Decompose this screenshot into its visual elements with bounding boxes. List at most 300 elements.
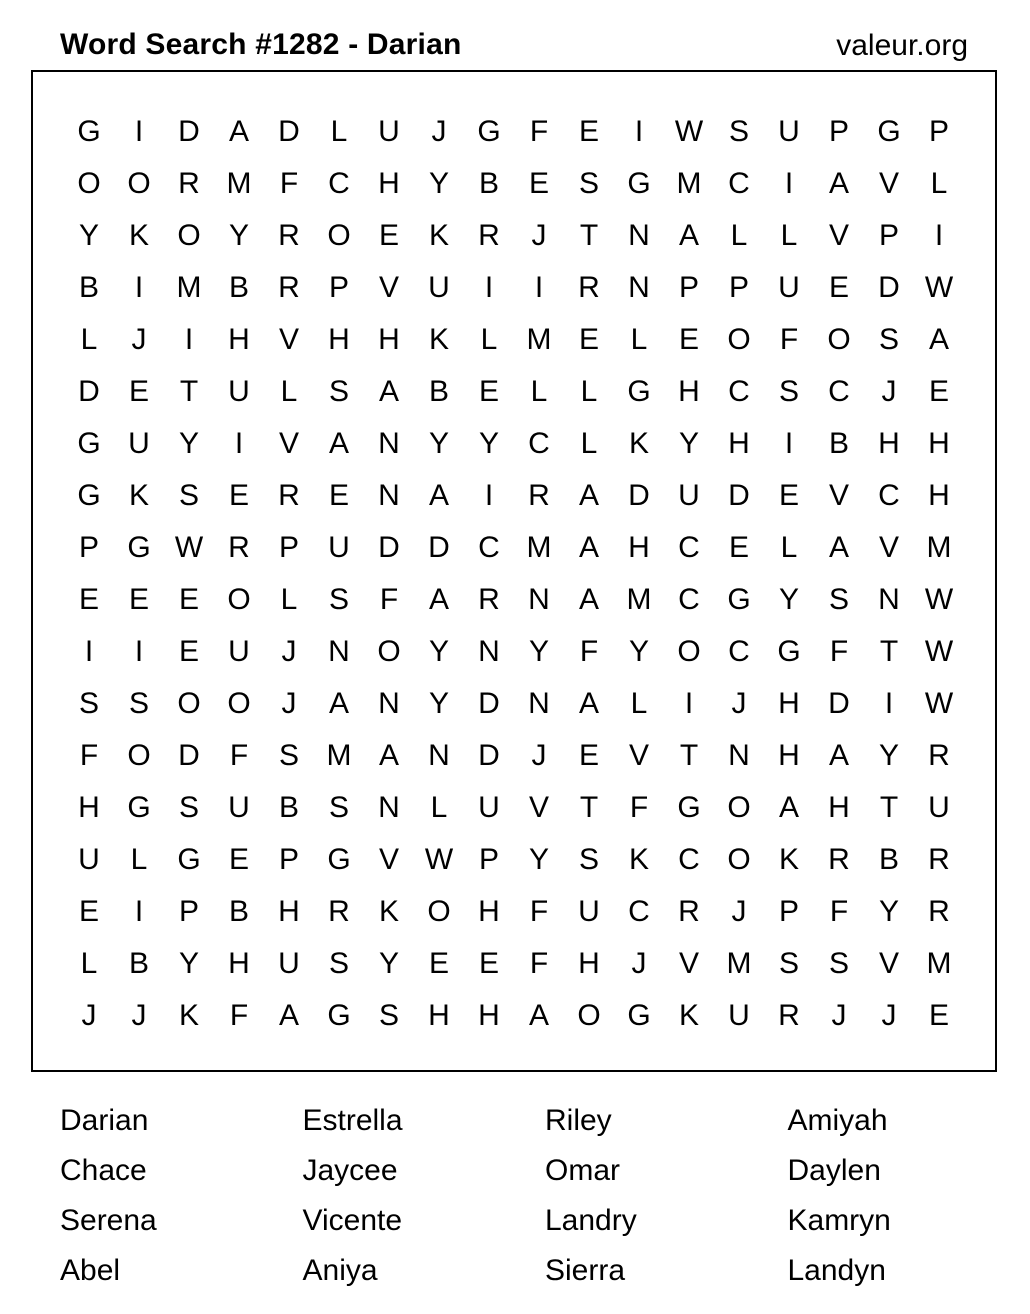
grid-cell[interactable]: I [534, 271, 544, 304]
grid-cell[interactable]: A [828, 531, 849, 564]
grid-cell[interactable]: M [526, 531, 552, 564]
grid-cell[interactable]: A [578, 687, 599, 720]
grid-cell[interactable]: K [128, 219, 149, 252]
grid-cell[interactable]: F [579, 635, 599, 668]
grid-cell[interactable]: I [934, 219, 944, 252]
grid-cell[interactable]: J [531, 219, 547, 252]
grid-cell[interactable]: O [177, 687, 201, 720]
grid-cell[interactable]: N [378, 427, 400, 460]
grid-cell[interactable]: V [678, 947, 699, 980]
grid-cell[interactable]: O [177, 219, 201, 252]
grid-cell[interactable]: C [478, 531, 500, 564]
grid-cell[interactable]: V [828, 219, 849, 252]
grid-cell[interactable]: H [828, 791, 850, 824]
grid-cell[interactable]: M [226, 167, 252, 200]
grid-cell[interactable]: E [678, 323, 699, 356]
grid-cell[interactable]: D [378, 531, 400, 564]
grid-cell[interactable]: Y [778, 583, 799, 616]
grid-cell[interactable]: A [428, 479, 449, 512]
grid-cell[interactable]: A [428, 583, 449, 616]
grid-cell[interactable]: R [578, 271, 600, 304]
grid-cell[interactable]: C [528, 427, 550, 460]
grid-cell[interactable]: W [674, 115, 704, 148]
grid-cell[interactable]: F [779, 323, 799, 356]
grid-cell[interactable]: C [728, 635, 750, 668]
grid-cell[interactable]: E [128, 583, 149, 616]
grid-cell[interactable]: J [631, 947, 647, 980]
grid-cell[interactable]: O [427, 895, 451, 928]
grid-cell[interactable]: O [577, 999, 601, 1032]
grid-cell[interactable]: S [578, 843, 599, 876]
grid-cell[interactable]: J [131, 323, 147, 356]
grid-cell[interactable]: R [178, 167, 200, 200]
grid-cell[interactable]: B [228, 895, 249, 928]
grid-cell[interactable]: I [234, 427, 244, 460]
grid-cell[interactable]: N [478, 635, 500, 668]
grid-cell[interactable]: A [578, 479, 599, 512]
grid-cell[interactable]: A [578, 583, 599, 616]
grid-cell[interactable]: S [578, 167, 599, 200]
grid-cell[interactable]: B [828, 427, 849, 460]
grid-cell[interactable]: H [278, 895, 300, 928]
grid-cell[interactable]: P [78, 531, 99, 564]
grid-cell[interactable]: Y [628, 635, 649, 668]
grid-cell[interactable]: G [477, 115, 501, 148]
grid-cell[interactable]: D [878, 271, 900, 304]
grid-cell[interactable]: O [227, 583, 251, 616]
grid-cell[interactable]: H [928, 427, 950, 460]
grid-cell[interactable]: S [178, 791, 199, 824]
grid-cell[interactable]: A [678, 219, 699, 252]
grid-cell[interactable]: H [378, 167, 400, 200]
grid-cell[interactable]: C [328, 167, 350, 200]
grid-cell[interactable]: K [628, 427, 649, 460]
grid-cell[interactable]: I [134, 271, 144, 304]
grid-cell[interactable]: P [828, 115, 849, 148]
grid-cell[interactable]: L [480, 323, 498, 356]
grid-cell[interactable]: E [228, 843, 249, 876]
grid-cell[interactable]: M [626, 583, 652, 616]
grid-cell[interactable]: N [428, 739, 450, 772]
grid-cell[interactable]: G [677, 791, 701, 824]
grid-cell[interactable]: G [127, 531, 151, 564]
grid-cell[interactable]: M [676, 167, 702, 200]
grid-cell[interactable]: E [78, 895, 99, 928]
grid-cell[interactable]: M [526, 323, 552, 356]
grid-cell[interactable]: V [278, 427, 299, 460]
grid-cell[interactable]: P [178, 895, 199, 928]
grid-cell[interactable]: V [878, 531, 899, 564]
grid-cell[interactable]: T [179, 375, 199, 408]
grid-cell[interactable]: R [328, 895, 350, 928]
grid-cell[interactable]: P [878, 219, 899, 252]
grid-cell[interactable]: G [877, 115, 901, 148]
grid-cell[interactable]: L [430, 791, 448, 824]
grid-cell[interactable]: U [378, 115, 400, 148]
grid-cell[interactable]: O [727, 791, 751, 824]
grid-cell[interactable]: Y [478, 427, 499, 460]
grid-cell[interactable]: B [78, 271, 99, 304]
grid-cell[interactable]: O [227, 687, 251, 720]
grid-cell[interactable]: H [228, 947, 250, 980]
grid-cell[interactable]: J [431, 115, 447, 148]
grid-cell[interactable]: F [529, 947, 549, 980]
grid-cell[interactable]: E [378, 219, 399, 252]
grid-cell[interactable]: C [678, 583, 700, 616]
grid-cell[interactable]: C [678, 531, 700, 564]
grid-cell[interactable]: D [178, 739, 200, 772]
grid-cell[interactable]: R [278, 219, 300, 252]
grid-cell[interactable]: H [778, 687, 800, 720]
grid-cell[interactable]: D [628, 479, 650, 512]
grid-cell[interactable]: T [579, 219, 599, 252]
grid-cell[interactable]: U [228, 375, 250, 408]
grid-cell[interactable]: L [280, 583, 298, 616]
grid-cell[interactable]: A [328, 687, 349, 720]
grid-cell[interactable]: N [378, 687, 400, 720]
grid-cell[interactable]: Y [678, 427, 699, 460]
grid-cell[interactable]: I [84, 635, 94, 668]
grid-cell[interactable]: L [80, 323, 98, 356]
grid-cell[interactable]: I [634, 115, 644, 148]
grid-cell[interactable]: Y [878, 895, 899, 928]
grid-cell[interactable]: C [628, 895, 650, 928]
grid-cell[interactable]: N [628, 271, 650, 304]
grid-cell[interactable]: U [78, 843, 100, 876]
grid-cell[interactable]: O [827, 323, 851, 356]
grid-cell[interactable]: P [928, 115, 949, 148]
grid-cell[interactable]: M [326, 739, 352, 772]
grid-cell[interactable]: I [134, 635, 144, 668]
grid-cell[interactable]: F [529, 115, 549, 148]
grid-cell[interactable]: I [884, 687, 894, 720]
grid-cell[interactable]: N [328, 635, 350, 668]
grid-cell[interactable]: P [478, 843, 499, 876]
grid-cell[interactable]: S [328, 375, 349, 408]
grid-cell[interactable]: G [327, 843, 351, 876]
grid-cell[interactable]: U [478, 791, 500, 824]
grid-cell[interactable]: E [778, 479, 799, 512]
grid-cell[interactable]: A [828, 739, 849, 772]
grid-cell[interactable]: H [428, 999, 450, 1032]
grid-cell[interactable]: G [777, 635, 801, 668]
grid-cell[interactable]: E [578, 115, 599, 148]
grid-cell[interactable]: I [134, 895, 144, 928]
grid-cell[interactable]: L [130, 843, 148, 876]
grid-cell[interactable]: P [728, 271, 749, 304]
grid-cell[interactable]: Y [428, 427, 449, 460]
grid-cell[interactable]: L [530, 375, 548, 408]
grid-cell[interactable]: V [878, 947, 899, 980]
grid-cell[interactable]: C [678, 843, 700, 876]
grid-cell[interactable]: I [684, 687, 694, 720]
grid-cell[interactable]: R [528, 479, 550, 512]
grid-cell[interactable]: K [378, 895, 399, 928]
grid-cell[interactable]: I [784, 167, 794, 200]
grid-cell[interactable]: I [184, 323, 194, 356]
grid-cell[interactable]: L [580, 375, 598, 408]
grid-cell[interactable]: W [424, 843, 454, 876]
grid-cell[interactable]: E [578, 323, 599, 356]
grid-cell[interactable]: U [728, 999, 750, 1032]
grid-cell[interactable]: D [278, 115, 300, 148]
grid-cell[interactable]: I [784, 427, 794, 460]
grid-cell[interactable]: O [727, 323, 751, 356]
grid-cell[interactable]: J [281, 635, 297, 668]
grid-cell[interactable]: W [924, 271, 954, 304]
grid-cell[interactable]: N [878, 583, 900, 616]
grid-cell[interactable]: F [829, 895, 849, 928]
grid-cell[interactable]: M [926, 947, 952, 980]
grid-cell[interactable]: N [528, 583, 550, 616]
grid-cell[interactable]: K [128, 479, 149, 512]
grid-cell[interactable]: H [728, 427, 750, 460]
grid-cell[interactable]: U [128, 427, 150, 460]
grid-cell[interactable]: G [177, 843, 201, 876]
grid-cell[interactable]: H [778, 739, 800, 772]
grid-cell[interactable]: O [327, 219, 351, 252]
grid-cell[interactable]: U [428, 271, 450, 304]
grid-cell[interactable]: H [878, 427, 900, 460]
grid-cell[interactable]: F [629, 791, 649, 824]
grid-cell[interactable]: E [428, 947, 449, 980]
grid-cell[interactable]: S [778, 947, 799, 980]
grid-cell[interactable]: L [580, 427, 598, 460]
grid-cell[interactable]: Y [528, 843, 549, 876]
grid-cell[interactable]: T [579, 791, 599, 824]
grid-cell[interactable]: S [278, 739, 299, 772]
grid-cell[interactable]: L [780, 219, 798, 252]
grid-cell[interactable]: R [828, 843, 850, 876]
grid-cell[interactable]: V [628, 739, 649, 772]
grid-cell[interactable]: U [278, 947, 300, 980]
grid-cell[interactable]: B [878, 843, 899, 876]
grid-cell[interactable]: J [731, 687, 747, 720]
grid-cell[interactable]: H [478, 999, 500, 1032]
grid-cell[interactable]: L [930, 167, 948, 200]
grid-cell[interactable]: K [428, 219, 449, 252]
grid-cell[interactable]: J [881, 999, 897, 1032]
grid-cell[interactable]: R [928, 895, 950, 928]
grid-cell[interactable]: J [81, 999, 97, 1032]
grid-cell[interactable]: G [77, 115, 101, 148]
grid-cell[interactable]: R [928, 739, 950, 772]
grid-cell[interactable]: E [328, 479, 349, 512]
grid-cell[interactable]: A [278, 999, 299, 1032]
grid-cell[interactable]: V [278, 323, 299, 356]
grid-cell[interactable]: S [778, 375, 799, 408]
grid-cell[interactable]: S [828, 947, 849, 980]
grid-cell[interactable]: U [578, 895, 600, 928]
grid-cell[interactable]: O [127, 167, 151, 200]
grid-cell[interactable]: H [578, 947, 600, 980]
grid-cell[interactable]: B [228, 271, 249, 304]
grid-cell[interactable]: K [678, 999, 699, 1032]
grid-cell[interactable]: P [278, 843, 299, 876]
grid-cell[interactable]: K [428, 323, 449, 356]
grid-cell[interactable]: M [176, 271, 202, 304]
grid-cell[interactable]: E [178, 635, 199, 668]
grid-cell[interactable]: S [178, 479, 199, 512]
grid-cell[interactable]: O [677, 635, 701, 668]
grid-cell[interactable]: H [378, 323, 400, 356]
grid-cell[interactable]: N [528, 687, 550, 720]
grid-cell[interactable]: L [80, 947, 98, 980]
grid-cell[interactable]: I [134, 115, 144, 148]
grid-cell[interactable]: F [79, 739, 99, 772]
grid-cell[interactable]: E [478, 375, 499, 408]
grid-cell[interactable]: G [727, 583, 751, 616]
grid-cell[interactable]: J [531, 739, 547, 772]
grid-cell[interactable]: Y [378, 947, 399, 980]
grid-cell[interactable]: O [727, 843, 751, 876]
grid-cell[interactable]: Y [228, 219, 249, 252]
grid-cell[interactable]: V [878, 167, 899, 200]
grid-cell[interactable]: L [280, 375, 298, 408]
grid-cell[interactable]: U [228, 635, 250, 668]
grid-cell[interactable]: R [778, 999, 800, 1032]
grid-cell[interactable]: F [829, 635, 849, 668]
grid-cell[interactable]: I [484, 271, 494, 304]
grid-cell[interactable]: V [378, 271, 399, 304]
grid-cell[interactable]: R [478, 219, 500, 252]
grid-cell[interactable]: R [278, 271, 300, 304]
grid-cell[interactable]: T [879, 635, 899, 668]
grid-cell[interactable]: S [728, 115, 749, 148]
grid-cell[interactable]: D [78, 375, 100, 408]
grid-cell[interactable]: Y [428, 167, 449, 200]
grid-cell[interactable]: G [627, 375, 651, 408]
grid-cell[interactable]: H [678, 375, 700, 408]
grid-cell[interactable]: M [926, 531, 952, 564]
grid-cell[interactable]: L [630, 323, 648, 356]
grid-cell[interactable]: S [878, 323, 899, 356]
grid-cell[interactable]: W [924, 635, 954, 668]
grid-cell[interactable]: A [378, 739, 399, 772]
grid-cell[interactable]: D [178, 115, 200, 148]
grid-cell[interactable]: G [77, 427, 101, 460]
grid-cell[interactable]: S [828, 583, 849, 616]
grid-cell[interactable]: Y [78, 219, 99, 252]
grid-cell[interactable]: F [279, 167, 299, 200]
grid-cell[interactable]: N [628, 219, 650, 252]
grid-cell[interactable]: S [328, 947, 349, 980]
grid-cell[interactable]: F [229, 739, 249, 772]
grid-cell[interactable]: F [229, 999, 249, 1032]
grid-cell[interactable]: R [928, 843, 950, 876]
grid-cell[interactable]: V [828, 479, 849, 512]
grid-cell[interactable]: C [728, 167, 750, 200]
grid-cell[interactable]: U [778, 271, 800, 304]
grid-cell[interactable]: E [228, 479, 249, 512]
grid-cell[interactable]: J [881, 375, 897, 408]
grid-cell[interactable]: M [726, 947, 752, 980]
grid-cell[interactable]: D [478, 687, 500, 720]
grid-cell[interactable]: E [78, 583, 99, 616]
grid-cell[interactable]: S [78, 687, 99, 720]
grid-cell[interactable]: B [428, 375, 449, 408]
grid-cell[interactable]: O [127, 739, 151, 772]
grid-cell[interactable]: G [627, 999, 651, 1032]
grid-cell[interactable]: E [928, 375, 949, 408]
grid-cell[interactable]: C [878, 479, 900, 512]
grid-cell[interactable]: K [778, 843, 799, 876]
grid-cell[interactable]: A [828, 167, 849, 200]
grid-cell[interactable]: E [178, 583, 199, 616]
grid-cell[interactable]: T [879, 791, 899, 824]
grid-cell[interactable]: K [628, 843, 649, 876]
grid-cell[interactable]: R [228, 531, 250, 564]
grid-cell[interactable]: D [478, 739, 500, 772]
grid-cell[interactable]: R [278, 479, 300, 512]
grid-cell[interactable]: V [528, 791, 549, 824]
grid-cell[interactable]: H [228, 323, 250, 356]
grid-cell[interactable]: K [178, 999, 199, 1032]
grid-cell[interactable]: B [128, 947, 149, 980]
grid-cell[interactable]: S [328, 583, 349, 616]
grid-cell[interactable]: G [327, 999, 351, 1032]
grid-cell[interactable]: B [278, 791, 299, 824]
grid-cell[interactable]: L [780, 531, 798, 564]
grid-cell[interactable]: T [679, 739, 699, 772]
grid-cell[interactable]: H [628, 531, 650, 564]
grid-cell[interactable]: U [928, 791, 950, 824]
grid-cell[interactable]: E [928, 999, 949, 1032]
grid-cell[interactable]: O [377, 635, 401, 668]
grid-cell[interactable]: O [77, 167, 101, 200]
grid-cell[interactable]: I [484, 479, 494, 512]
grid-cell[interactable]: D [428, 531, 450, 564]
grid-cell[interactable]: A [528, 999, 549, 1032]
grid-cell[interactable]: J [281, 687, 297, 720]
grid-cell[interactable]: U [328, 531, 350, 564]
grid-cell[interactable]: W [174, 531, 204, 564]
grid-cell[interactable]: S [328, 791, 349, 824]
grid-cell[interactable]: J [831, 999, 847, 1032]
grid-cell[interactable]: Y [428, 687, 449, 720]
grid-cell[interactable]: J [731, 895, 747, 928]
grid-cell[interactable]: F [529, 895, 549, 928]
grid-cell[interactable]: H [328, 323, 350, 356]
grid-cell[interactable]: G [127, 791, 151, 824]
grid-cell[interactable]: J [131, 999, 147, 1032]
grid-cell[interactable]: B [478, 167, 499, 200]
grid-cell[interactable]: S [378, 999, 399, 1032]
grid-cell[interactable]: E [128, 375, 149, 408]
grid-cell[interactable]: A [778, 791, 799, 824]
grid-cell[interactable]: U [678, 479, 700, 512]
grid-cell[interactable]: C [828, 375, 850, 408]
grid-cell[interactable]: A [378, 375, 399, 408]
grid-cell[interactable]: S [128, 687, 149, 720]
grid-cell[interactable]: L [630, 687, 648, 720]
grid-cell[interactable]: Y [428, 635, 449, 668]
grid-cell[interactable]: P [678, 271, 699, 304]
grid-cell[interactable]: P [278, 531, 299, 564]
grid-cell[interactable]: Y [878, 739, 899, 772]
grid-cell[interactable]: D [828, 687, 850, 720]
grid-cell[interactable]: U [228, 791, 250, 824]
grid-cell[interactable]: W [924, 687, 954, 720]
grid-cell[interactable]: N [378, 791, 400, 824]
grid-cell[interactable]: F [379, 583, 399, 616]
grid-cell[interactable]: A [578, 531, 599, 564]
grid-cell[interactable]: H [928, 479, 950, 512]
grid-cell[interactable]: N [378, 479, 400, 512]
grid-cell[interactable]: H [78, 791, 100, 824]
grid-cell[interactable]: W [924, 583, 954, 616]
grid-cell[interactable]: Y [528, 635, 549, 668]
